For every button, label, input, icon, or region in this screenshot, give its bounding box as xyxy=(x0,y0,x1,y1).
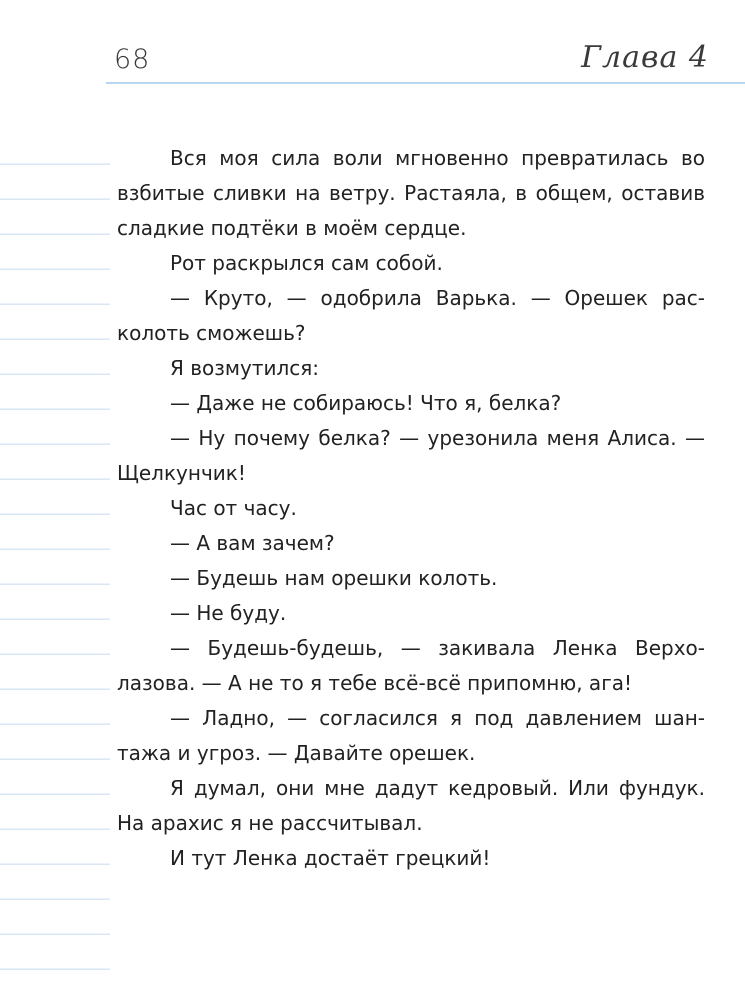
paragraph: — А вам зачем? xyxy=(170,531,335,555)
paragraph: — Круто, — одобрила Варька. — Орешек расколоть сможешь? xyxy=(117,286,705,345)
paragraph: — Не буду. xyxy=(170,601,287,625)
paragraph: — Будешь нам орешки колоть. xyxy=(170,566,498,590)
paragraph: Я думал, они мне дадут кедровый. Или фундук. На арахис я не рассчитывал. xyxy=(117,776,705,835)
paragraph: Я возмутился: xyxy=(170,356,320,380)
header-divider xyxy=(106,82,745,84)
page-header xyxy=(0,40,745,85)
chapter-title: Глава 4 xyxy=(581,40,709,75)
paragraph: — Ладно, — согласился я под давлением шантажа и угроз. — Давайте орешек. xyxy=(117,706,705,765)
paragraph: Рот раскрылся сам собой. xyxy=(170,251,443,275)
body-text xyxy=(117,141,705,876)
notebook-ruling xyxy=(0,130,110,1000)
paragraph: — Даже не собираюсь! Что я, белка? xyxy=(170,391,562,415)
paragraph: — Будешь-будешь, — закивала Ленка Верхолазова. — А не то я тебе всё-всё припомню, ага! xyxy=(117,636,705,695)
page-number: 68 xyxy=(114,44,151,75)
paragraph: Час от часу. xyxy=(170,496,297,520)
paragraph: — Ну почему белка? — урезонила меня Алиса. — Щелкунчик! xyxy=(117,426,705,485)
paragraph: Вся моя сила воли мгновенно превратилась во взбитые сливки на ветру. Растаяла, в общем, оставив сладкие подтёки в моём сердце. xyxy=(117,146,705,240)
paragraph: И тут Ленка достаёт грецкий! xyxy=(170,846,491,870)
